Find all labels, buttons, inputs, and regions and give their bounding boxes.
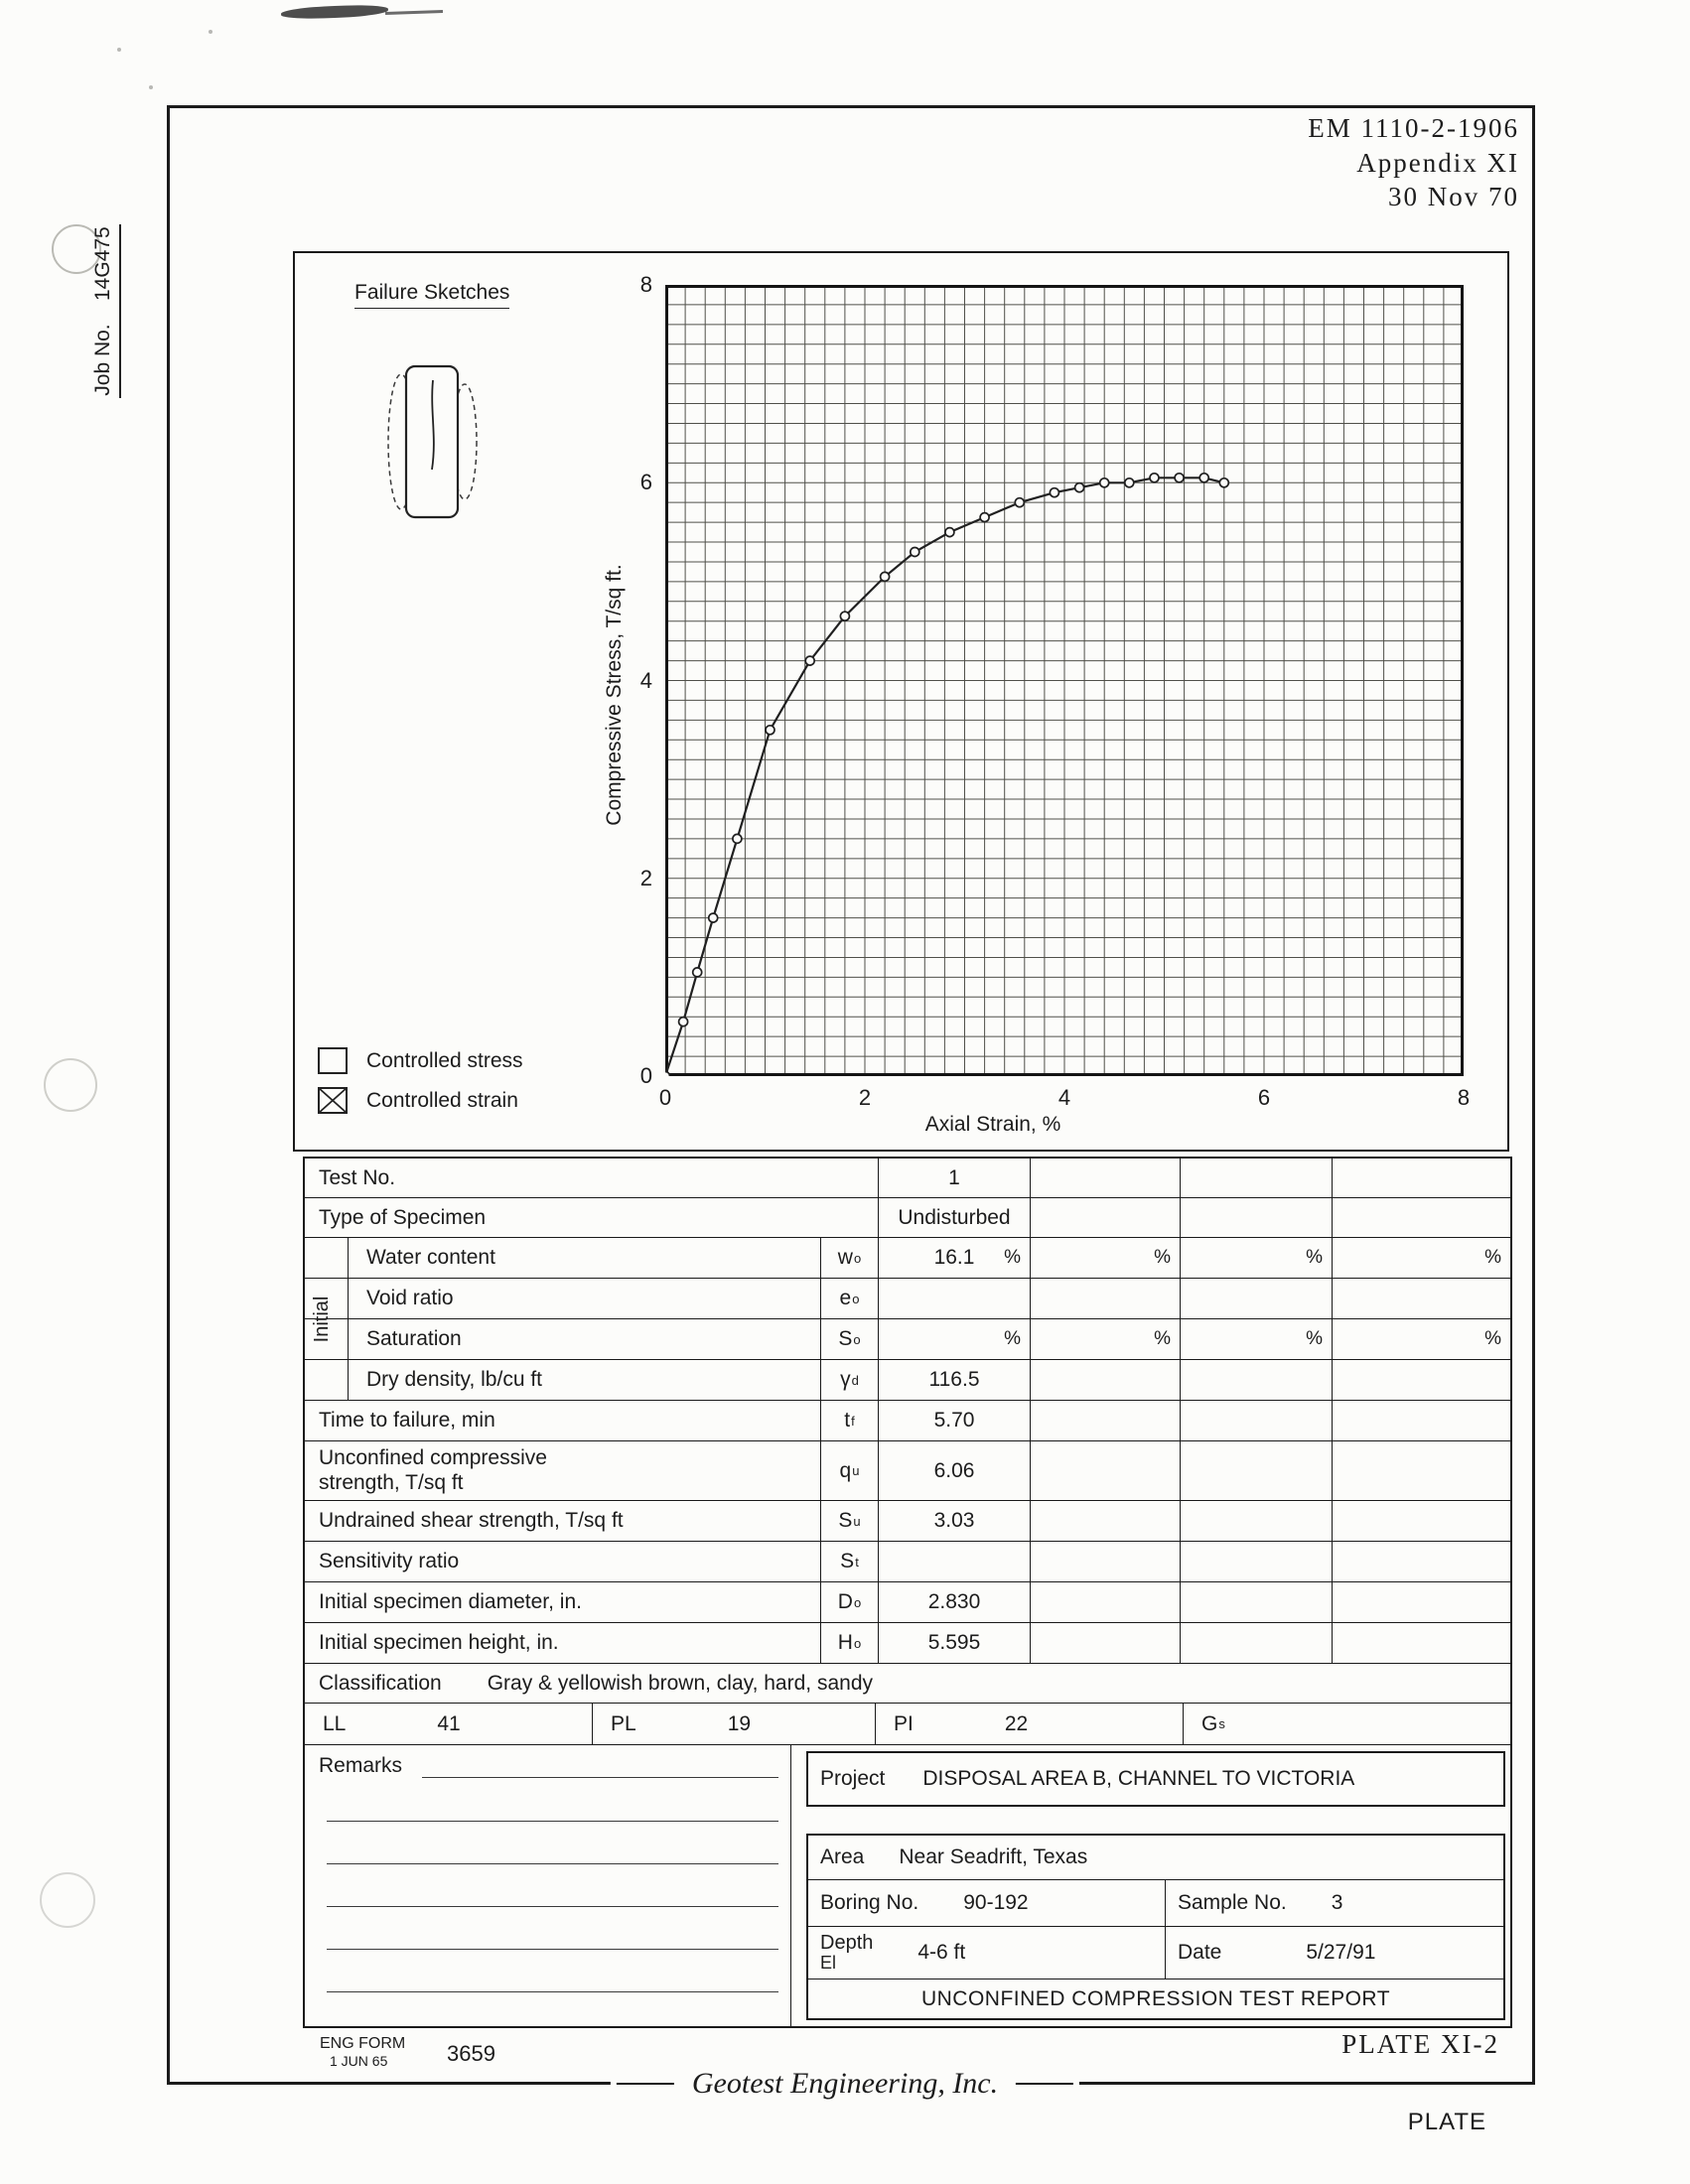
remarks-project-row [305,1745,1510,2026]
param-symbol: H o [821,1623,879,1663]
param-value [1181,1360,1333,1400]
scan-speck [209,30,212,34]
param-value: % [1181,1319,1333,1359]
report-title: UNCONFINED COMPRESSION TEST REPORT [920,1986,1391,2010]
param-value: 116.5 [879,1360,1031,1400]
plate-caption: PLATE [1407,2109,1486,2135]
remarks-label: Remarks [319,1754,403,1777]
param-row-unconfined-strength [305,1441,1510,1501]
x-tick-label: 2 [858,1085,872,1110]
scan-speck [117,48,121,52]
param-label: Undrained shear strength, T/sq ft [305,1501,821,1541]
x-axis-title: Axial Strain, % [924,1113,1061,1136]
param-symbol: q u [821,1441,879,1500]
param-value [1181,1501,1333,1541]
param-value [1333,1360,1510,1400]
param-value: 2.830 [879,1582,1031,1622]
param-value [1333,1623,1510,1663]
boring-label: Boring No. [820,1891,919,1914]
param-row-sensitivity-ratio [305,1542,1510,1582]
scan-smudge-tail [385,10,443,15]
param-value: 5.70 [879,1401,1031,1440]
test-no-row [305,1159,1510,1198]
y-tick-label: 6 [639,470,652,495]
param-label: Void ratio [305,1279,821,1318]
test-no-value [1031,1159,1181,1197]
specimen-type-row [305,1198,1510,1238]
initial-group-band [305,1238,349,1401]
depth-label: Depth [820,1932,874,1955]
param-value [1181,1623,1333,1663]
param-symbol: S u [821,1501,879,1541]
punch-hole [40,1872,95,1928]
y-tick-label: 8 [639,272,652,297]
remarks-line [422,1777,778,1778]
depth-value: 4-6 ft [917,1941,966,1964]
remarks-cell [305,1745,791,2026]
header-manual-number: EM 1110-2-1906 [1308,113,1519,143]
param-symbol: γ d [821,1360,879,1400]
classification-row [305,1664,1510,1704]
location-block [806,1834,1505,2020]
atterberg-ll-cell: LL 41 [305,1704,593,1744]
test-no-value [1181,1159,1333,1197]
depth-date-row [808,1927,1503,1979]
param-value [879,1279,1031,1318]
param-value [1031,1401,1181,1440]
date-label: Date [1178,1941,1222,1964]
form-number: 3659 [447,2041,495,2066]
scan-smudge [281,4,388,20]
punch-hole [44,1058,97,1112]
param-value [879,1542,1031,1581]
param-value: % [1031,1319,1181,1359]
param-value [1181,1441,1333,1500]
sample-field [1166,1880,1503,1926]
controlled-stress-label: Controlled stress [366,1049,523,1072]
param-label: Dry density, lb/cu ft [305,1360,821,1400]
initial-group-label: Initial [311,1296,333,1343]
depth-field [808,1927,1166,1979]
param-row-water-content [305,1238,1510,1279]
project-field [806,1751,1505,1807]
results-table [303,1157,1512,2028]
param-value: 6.06 [879,1441,1031,1500]
classification-label: Classification [319,1671,442,1695]
x-tick-label: 0 [658,1085,672,1110]
x-tick-label: 8 [1457,1085,1471,1110]
remarks-line [327,1821,778,1822]
specimen-type-label: Type of Specimen [305,1198,879,1237]
job-number-vertical [91,224,127,398]
x-tick-label: 4 [1057,1085,1071,1110]
eng-form-stamp [320,2035,405,2069]
param-value [1031,1582,1181,1622]
param-value [1031,1360,1181,1400]
chart-panel [293,251,1509,1152]
sample-value: 3 [1331,1891,1343,1914]
test-no-value: 1 [879,1159,1031,1197]
param-value: 3.03 [879,1501,1031,1541]
param-value: % [1484,1247,1501,1268]
area-label: Area [820,1845,865,1868]
y-tick-label: 0 [639,1063,652,1088]
project-block [791,1745,1510,2026]
area-value: Near Seadrift, Texas [899,1845,1088,1868]
param-label: Unconfined compressive strength, T/sq ft [305,1441,821,1500]
param-value [1031,1542,1181,1581]
param-value: % [1484,1328,1501,1349]
param-value [1181,1279,1333,1318]
param-row-void-ratio [305,1279,1510,1319]
scan-speck [149,85,153,89]
project-value: DISPOSAL AREA B, CHANNEL TO VICTORIA [922,1767,1355,1790]
controlled-stress-checkbox [318,1047,348,1074]
test-no-label: Test No. [305,1159,879,1197]
param-value [1181,1582,1333,1622]
param-value [1333,1279,1510,1318]
param-label: Saturation [305,1319,821,1359]
elevation-label: El [820,1953,837,1974]
date-field [1166,1927,1503,1979]
header-date: 30 Nov 70 [1388,182,1519,212]
specimen-type-value [1181,1198,1333,1237]
failure-sketches-label: Failure Sketches [354,281,509,309]
param-value [1333,1401,1510,1440]
param-value: % [1181,1238,1333,1278]
boring-value: 90-192 [963,1891,1029,1914]
classification-value: Gray & yellowish brown, clay, hard, sandy [487,1671,873,1695]
remarks-line [327,1906,778,1907]
failure-sketch [379,352,489,531]
param-value: % [879,1319,1031,1359]
param-value: % [1031,1238,1181,1278]
header-appendix: Appendix XI [1356,147,1519,178]
param-value [1181,1542,1333,1581]
controlled-strain-label: Controlled strain [366,1089,518,1112]
stress-strain-plot [665,285,1464,1076]
project-label: Project [820,1767,886,1790]
param-value [1333,1441,1510,1500]
document-header [1308,111,1519,214]
controlled-strain-checkbox-checked [318,1087,348,1114]
param-value [1031,1623,1181,1663]
param-symbol: S o [821,1319,879,1359]
boring-sample-row [808,1880,1503,1927]
plate-number: PLATE XI-2 [1341,2029,1499,2059]
param-symbol: D o [821,1582,879,1622]
eng-form-line2: 1 JUN 65 [330,2053,388,2070]
x-tick-label: 6 [1257,1085,1271,1110]
param-value [1031,1441,1181,1500]
boring-field [808,1880,1166,1926]
param-value: 16.1 % [879,1238,1031,1278]
job-no-value: 14G475 [91,226,114,301]
atterberg-pl-cell: PL 19 [593,1704,876,1744]
specimen-type-value: Undisturbed [879,1198,1031,1237]
remarks-line [327,1949,778,1950]
sample-label: Sample No. [1178,1891,1287,1914]
param-value [1181,1401,1333,1440]
param-label: Time to failure, min [305,1401,821,1440]
param-value [1031,1501,1181,1541]
param-row-dry-density [305,1360,1510,1401]
y-tick-label: 4 [639,667,652,693]
test-no-value [1333,1159,1510,1197]
area-field [808,1836,1503,1880]
param-label: Initial specimen height, in. [305,1623,821,1663]
param-row-specimen-height [305,1623,1510,1664]
param-row-specimen-diameter [305,1582,1510,1623]
eng-form-line1: ENG FORM [320,2035,406,2052]
param-row-time-to-failure [305,1401,1510,1441]
param-symbol: S t [821,1542,879,1581]
date-value: 5/27/91 [1306,1941,1376,1964]
param-label: Water content [305,1238,821,1278]
param-value [1333,1542,1510,1581]
specimen-type-value [1333,1198,1510,1237]
param-label: Initial specimen diameter, in. [305,1582,821,1622]
param-row-saturation [305,1319,1510,1360]
param-label: Sensitivity ratio [305,1542,821,1581]
atterberg-limits-row [305,1704,1510,1745]
remarks-line [327,1991,778,1992]
param-value: 5.595 [879,1623,1031,1663]
atterberg-g-cell: G s [1201,1711,1225,1735]
company-name: Geotest Engineering, Inc. [611,2067,1079,2101]
atterberg-pi-cell: PI 22 [876,1704,1184,1744]
param-value [1333,1501,1510,1541]
param-symbol: t f [821,1401,879,1440]
param-symbol: w o [821,1238,879,1278]
param-row-undrained-strength [305,1501,1510,1542]
param-value [1031,1279,1181,1318]
remarks-line [327,1863,778,1864]
y-tick-label: 2 [639,865,652,890]
y-axis-title: Compressive Stress, T/sq ft. [603,564,626,826]
param-symbol: e o [821,1279,879,1318]
param-value [1333,1582,1510,1622]
specimen-type-value [1031,1198,1181,1237]
job-no-label: Job No. [91,324,114,396]
